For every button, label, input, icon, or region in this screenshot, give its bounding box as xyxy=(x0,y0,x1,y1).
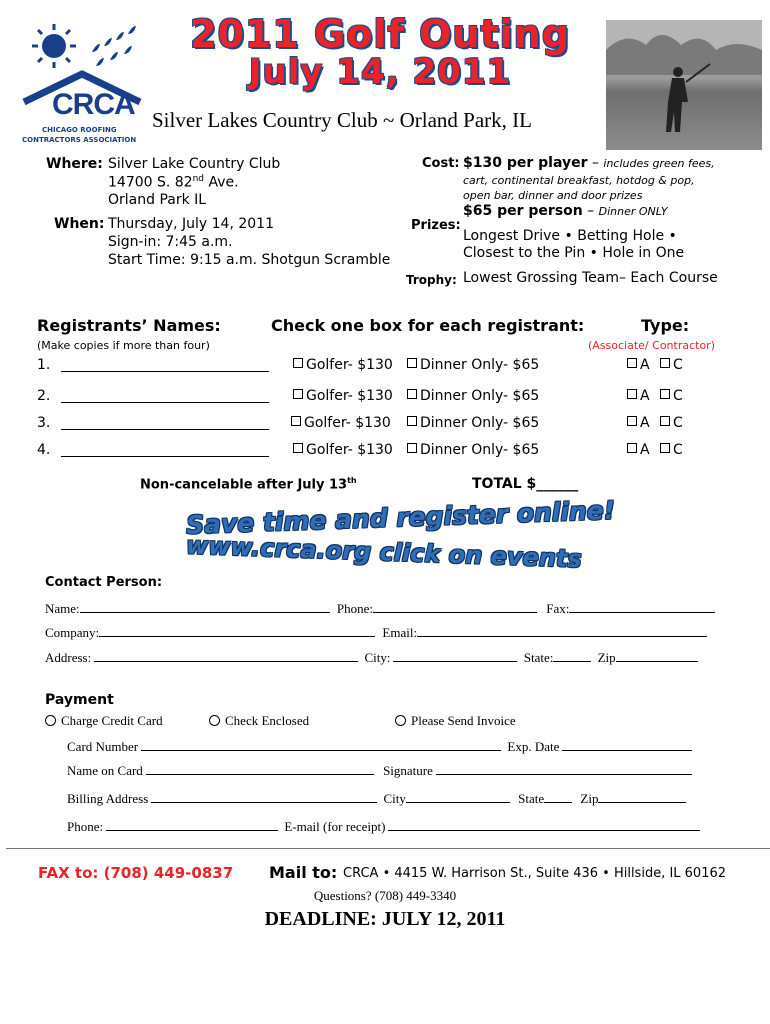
associate-label: A xyxy=(640,388,650,404)
dinner-checkbox-option[interactable] xyxy=(407,442,539,458)
golfer-option-label: Golfer- $130 xyxy=(306,388,393,404)
contractor-checkbox-option[interactable] xyxy=(660,357,683,373)
logo-line2: CONTRACTORS ASSOCIATION xyxy=(22,136,137,144)
golfer-checkbox[interactable] xyxy=(293,443,303,453)
contractor-label: C xyxy=(673,442,683,458)
dinner-option-label: Dinner Only- $65 xyxy=(420,415,540,431)
golfer-option-label: Golfer- $130 xyxy=(304,415,391,431)
email-label: Email: xyxy=(382,625,418,640)
registrant-row xyxy=(37,388,737,408)
payment-option-check[interactable] xyxy=(209,713,309,729)
online-link[interactable]: www.crca.org click on events xyxy=(185,531,583,574)
cost-dash2: – xyxy=(582,203,599,219)
registrant-name-field[interactable] xyxy=(61,359,269,372)
billing-label: Billing Address xyxy=(67,791,149,806)
radio-invoice[interactable] xyxy=(395,715,406,726)
row-number: 3. xyxy=(37,415,51,431)
billing-city-field[interactable] xyxy=(406,790,510,803)
registrant-row xyxy=(37,357,737,377)
payment-line4 xyxy=(67,818,700,835)
where-line2-sup: nd xyxy=(192,174,205,184)
contractor-checkbox-option[interactable] xyxy=(660,442,683,458)
noncancel-sup: th xyxy=(347,476,357,485)
associate-checkbox[interactable] xyxy=(627,443,637,453)
deadline: DEADLINE: JULY 12, 2011 xyxy=(264,908,506,930)
zip-field[interactable] xyxy=(616,649,698,662)
exp-date-label: Exp. Date xyxy=(507,739,560,754)
address-field[interactable] xyxy=(94,649,358,662)
online-line1: Save time and register online! xyxy=(185,495,616,540)
associate-checkbox[interactable] xyxy=(627,358,637,368)
contractor-label: C xyxy=(673,357,683,373)
check-heading: Check one box for each registrant: xyxy=(271,316,585,335)
logo-line1: CHICAGO ROOFING xyxy=(42,126,117,134)
type-note: (Associate/ Contractor) xyxy=(588,339,715,352)
check-label: Check Enclosed xyxy=(225,713,310,728)
row-number: 2. xyxy=(37,388,51,404)
dinner-checkbox-option[interactable] xyxy=(407,357,539,373)
name-label: Name: xyxy=(45,601,80,616)
exp-date-field[interactable] xyxy=(562,738,692,751)
golfer-checkbox[interactable] xyxy=(291,416,301,426)
dinner-option-label: Dinner Only- $65 xyxy=(420,388,540,404)
contractor-checkbox[interactable] xyxy=(660,389,670,399)
city-label: City: xyxy=(364,650,391,665)
associate-label: A xyxy=(640,357,650,373)
contractor-checkbox-option[interactable] xyxy=(660,388,683,404)
registrant-row xyxy=(37,415,737,435)
signature-label: Signature xyxy=(383,763,433,778)
contractor-checkbox[interactable] xyxy=(660,443,670,453)
crca-logo xyxy=(20,22,150,152)
payment-line1 xyxy=(67,738,692,755)
phone-field[interactable] xyxy=(373,600,537,613)
contractor-label: C xyxy=(673,415,683,431)
cost-note1c: open bar, dinner and door prizes xyxy=(463,189,643,202)
associate-checkbox[interactable] xyxy=(627,416,637,426)
registrant-name-field[interactable] xyxy=(61,390,269,403)
payment-phone-field[interactable] xyxy=(106,818,278,831)
associate-label: A xyxy=(640,442,650,458)
billing-state-field[interactable] xyxy=(544,790,572,803)
contractor-label: C xyxy=(673,388,683,404)
contact-line2 xyxy=(45,624,707,641)
radio-credit[interactable] xyxy=(45,715,56,726)
dinner-checkbox-option[interactable] xyxy=(407,415,539,431)
trophy-label: Trophy: xyxy=(406,273,457,287)
golfer-photo xyxy=(606,20,762,150)
payment-heading: Payment xyxy=(45,692,114,708)
logo-letters: CRCA xyxy=(52,88,135,121)
dinner-checkbox[interactable] xyxy=(407,358,417,368)
golfer-checkbox-option[interactable] xyxy=(293,357,393,373)
invoice-label: Please Send Invoice xyxy=(411,713,516,728)
when-label: When: xyxy=(54,216,105,232)
registrant-name-field[interactable] xyxy=(61,417,269,430)
signature-field[interactable] xyxy=(436,762,692,775)
contact-line3 xyxy=(45,649,698,666)
company-label: Company: xyxy=(45,625,100,640)
registrant-name-field[interactable] xyxy=(61,444,269,457)
golfer-checkbox[interactable] xyxy=(293,389,303,399)
golfer-checkbox-option[interactable] xyxy=(291,415,391,431)
city-field[interactable] xyxy=(393,649,517,662)
noncancel-text: Non-cancelable after July 13 xyxy=(140,477,348,493)
golfer-option-label: Golfer- $130 xyxy=(306,442,393,458)
registrants-heading: Registrants’ Names: xyxy=(37,316,221,335)
where-line2a: 14700 S. 82 xyxy=(108,174,193,191)
contact-line1 xyxy=(45,600,715,617)
where-line3: Orland Park IL xyxy=(108,192,207,208)
fax-to: FAX to: (708) 449-0837 xyxy=(38,864,234,882)
cost-note1b: cart, continental breakfast, hotdog & pop, xyxy=(463,174,695,187)
contractor-checkbox[interactable] xyxy=(660,416,670,426)
row-number: 4. xyxy=(37,442,51,458)
divider xyxy=(6,848,770,849)
when-line2: Sign-in: 7:45 a.m. xyxy=(108,234,233,250)
associate-checkbox-option[interactable] xyxy=(627,388,650,404)
noncancel-note xyxy=(140,476,357,492)
radio-check[interactable] xyxy=(209,715,220,726)
billing-zip-field[interactable] xyxy=(598,790,686,803)
type-heading: Type: xyxy=(641,316,690,335)
golfer-checkbox-option[interactable] xyxy=(293,388,393,404)
company-field[interactable] xyxy=(99,624,375,637)
mail-to-address: CRCA • 4415 W. Harrison St., Suite 436 • Hillside, IL 60162 xyxy=(343,866,727,881)
trophy-text: Lowest Grossing Team– Each Course xyxy=(463,270,718,286)
billing-state-label: State xyxy=(518,791,545,806)
golfer-silhouette-icon xyxy=(606,20,762,150)
registrant-row xyxy=(37,442,737,462)
where-label: Where: xyxy=(46,156,103,172)
golfer-option-label: Golfer- $130 xyxy=(306,357,393,373)
receipt-email-label: E-mail (for receipt) xyxy=(284,819,386,834)
phone-label: Phone: xyxy=(336,601,374,616)
payment-option-invoice[interactable] xyxy=(395,713,516,729)
payment-line3 xyxy=(67,790,686,807)
when-line1: Thursday, July 14, 2011 xyxy=(108,216,274,232)
email-field[interactable] xyxy=(417,624,707,637)
state-label: State: xyxy=(523,650,554,665)
fax-label: Fax: xyxy=(546,601,570,616)
where-line1: Silver Lake Country Club xyxy=(108,156,281,172)
contact-heading: Contact Person: xyxy=(45,575,163,590)
billing-field[interactable] xyxy=(151,790,377,803)
prizes-line2: Closest to the Pin • Hole in One xyxy=(463,245,685,261)
golfer-checkbox[interactable] xyxy=(293,358,303,368)
dinner-option-label: Dinner Only- $65 xyxy=(420,357,540,373)
contractor-checkbox[interactable] xyxy=(660,358,670,368)
cost-price1: $130 per player xyxy=(463,155,588,171)
cost-price2: $65 per person xyxy=(463,203,583,219)
billing-zip-label: Zip xyxy=(580,791,599,806)
associate-checkbox-option[interactable] xyxy=(627,442,650,458)
golfer-checkbox-option[interactable] xyxy=(293,442,393,458)
questions-line: Questions? (708) 449-3340 xyxy=(313,888,457,903)
card-number-label: Card Number xyxy=(67,739,139,754)
name-field[interactable] xyxy=(80,600,330,613)
address-label: Address: xyxy=(45,650,92,665)
credit-label: Charge Credit Card xyxy=(61,713,163,728)
dinner-option-label: Dinner Only- $65 xyxy=(420,442,540,458)
cost-line1 xyxy=(463,155,715,171)
cost-line2 xyxy=(463,203,668,219)
contractor-checkbox-option[interactable] xyxy=(660,415,683,431)
dinner-checkbox[interactable] xyxy=(407,389,417,399)
zip-label: Zip xyxy=(597,650,616,665)
associate-checkbox-option[interactable] xyxy=(627,357,650,373)
mail-to-label: Mail to: xyxy=(269,863,338,882)
payment-option-credit[interactable] xyxy=(45,713,163,729)
prizes-label: Prizes: xyxy=(411,218,461,233)
row-number: 1. xyxy=(37,357,51,373)
associate-checkbox-option[interactable] xyxy=(627,415,650,431)
title-line2: July 14, 2011 xyxy=(248,52,512,92)
name-on-card-label: Name on Card xyxy=(67,763,143,778)
billing-city-label: City xyxy=(383,791,406,806)
dinner-checkbox[interactable] xyxy=(407,443,417,453)
dinner-checkbox[interactable] xyxy=(407,416,417,426)
receipt-email-field[interactable] xyxy=(388,818,700,831)
cost-note2: Dinner ONLY xyxy=(598,205,668,218)
registrants-note: (Make copies if more than four) xyxy=(37,339,210,352)
total-field[interactable]: TOTAL $______ xyxy=(472,476,579,492)
cost-label: Cost: xyxy=(422,156,460,171)
where-line2 xyxy=(108,174,239,191)
title-line1: 2011 Golf Outing xyxy=(190,12,570,56)
when-line3: Start Time: 9:15 a.m. Shotgun Scramble xyxy=(108,252,391,268)
dinner-checkbox-option[interactable] xyxy=(407,388,539,404)
where-line2b: Ave. xyxy=(204,174,239,191)
venue-line: Silver Lakes Country Club ~ Orland Park, IL xyxy=(152,108,532,132)
state-field[interactable] xyxy=(553,649,591,662)
fax-field[interactable] xyxy=(569,600,715,613)
payment-phone-label: Phone: xyxy=(67,819,104,834)
payment-line2 xyxy=(67,762,692,779)
card-number-field[interactable] xyxy=(141,738,501,751)
cost-note1a: includes green fees, xyxy=(603,157,715,170)
cost-dash1: – xyxy=(587,155,604,171)
associate-checkbox[interactable] xyxy=(627,389,637,399)
prizes-line1: Longest Drive • Betting Hole • xyxy=(463,228,677,244)
associate-label: A xyxy=(640,415,650,431)
name-on-card-field[interactable] xyxy=(146,762,374,775)
